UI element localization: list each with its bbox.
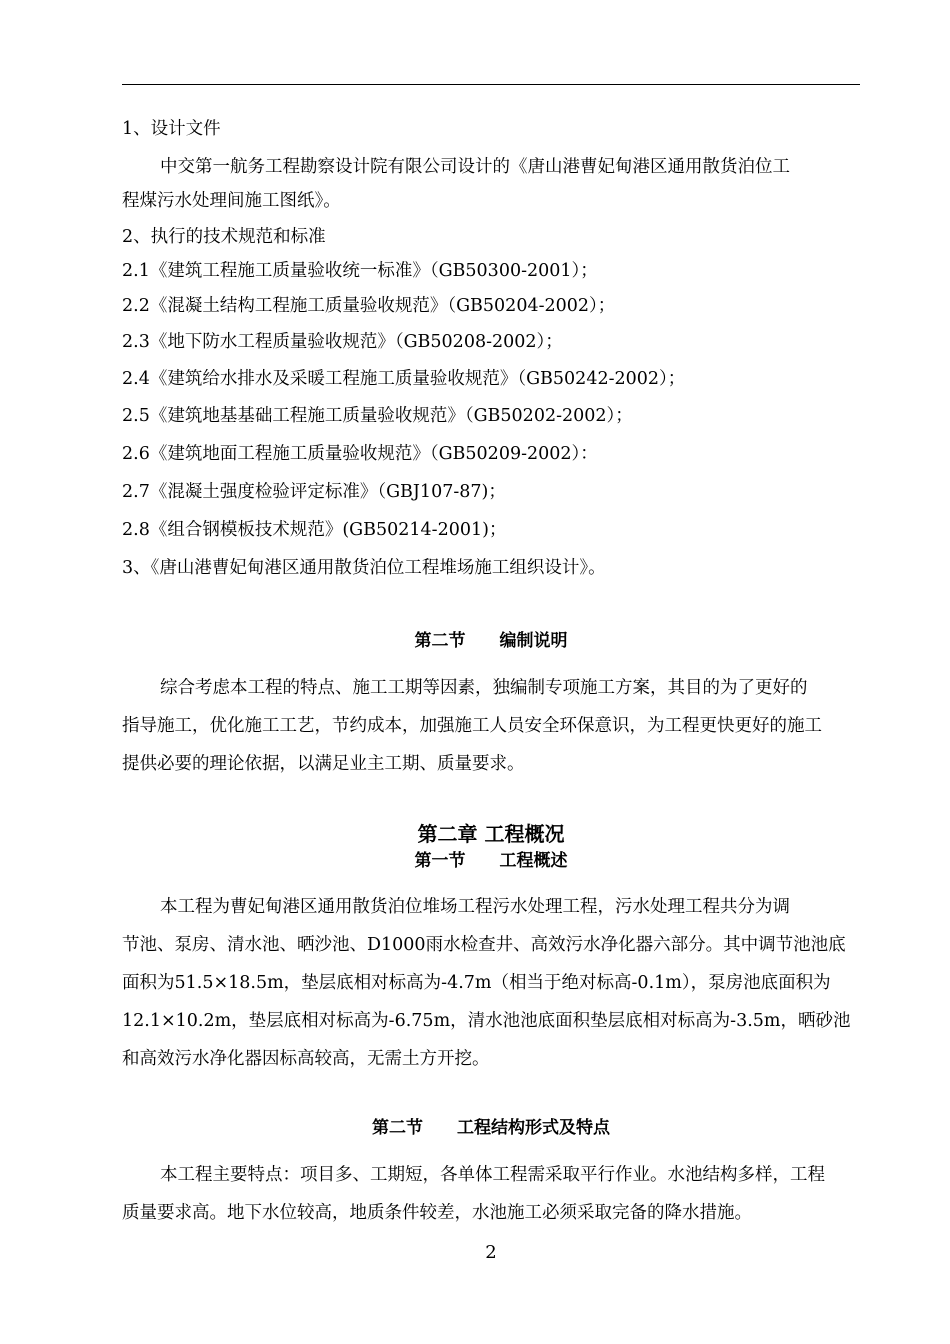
overview-para-line: 和高效污水净化器因标高较高，无需土方开挖。 xyxy=(122,1049,490,1069)
chapter-title: 第二章 工程概况 xyxy=(417,822,565,846)
standard-item: 2.8《组合钢模板技术规范》(GB50214-2001)； xyxy=(122,520,507,540)
structure-para-line: 本工程主要特点：项目多、工期短，各单体工程需采取平行作业。水池结构多样，工程 xyxy=(160,1165,825,1185)
section-heading-compile: 第二节 编制说明 xyxy=(414,631,568,651)
standard-item-3: 3、《唐山港曹妃甸港区通用散货泊位工程堆场施工组织设计》。 xyxy=(122,558,606,578)
design-files-title: 1、设计文件 xyxy=(122,119,221,139)
standard-item: 2.1《建筑工程施工质量验收统一标准》（GB50300-2001）； xyxy=(122,261,598,281)
design-files-para-line: 程煤污水处理间施工图纸》。 xyxy=(122,191,341,211)
compile-para-line: 提供必要的理论依据，以满足业主工期、质量要求。 xyxy=(122,754,525,774)
standards-title: 2、执行的技术规范和标准 xyxy=(122,227,326,247)
overview-para-line: 面积为51.5×18.5m，垫层底相对标高为-4.7m（相当于绝对标高-0.1m），泵房池底面积为 xyxy=(122,973,831,993)
section-heading-overview: 第一节 工程概述 xyxy=(414,851,568,871)
section-heading-structure: 第二节 工程结构形式及特点 xyxy=(372,1118,610,1138)
standard-item: 2.2《混凝土结构工程施工质量验收规范》（GB50204-2002）； xyxy=(122,296,616,316)
overview-para-line: 本工程为曹妃甸港区通用散货泊位堆场工程污水处理工程，污水处理工程共分为调 xyxy=(160,897,790,917)
compile-para-line: 综合考虑本工程的特点、施工工期等因素，独编制专项施工方案，其目的为了更好的 xyxy=(160,678,808,698)
design-files-para-line: 中交第一航务工程勘察设计院有限公司设计的《唐山港曹妃甸港区通用散货泊位工 xyxy=(160,157,790,177)
page-number: 2 xyxy=(485,1242,497,1263)
standard-item: 2.7《混凝土强度检验评定标准》（GBJ107-87)； xyxy=(122,482,506,502)
standard-item: 2.4《建筑给水排水及采暖工程施工质量验收规范》（GB50242-2002）； xyxy=(122,369,686,389)
standard-item: 2.6《建筑地面工程施工质量验收规范》（GB50209-2002）： xyxy=(122,444,598,464)
overview-para-line: 节池、泵房、清水池、晒沙池、D1000雨水检查井、高效污水净化器六部分。其中调节池池底 xyxy=(122,935,846,955)
standard-item: 2.3《地下防水工程质量验收规范》（GB50208-2002）； xyxy=(122,332,563,352)
structure-para-line: 质量要求高。地下水位较高，地质条件较差，水池施工必须采取完备的降水措施。 xyxy=(122,1203,752,1223)
header-rule xyxy=(122,84,860,85)
compile-para-line: 指导施工，优化施工工艺，节约成本，加强施工人员安全环保意识，为工程更快更好的施工 xyxy=(122,716,822,736)
overview-para-line: 12.1×10.2m，垫层底相对标高为-6.75m，清水池池底面积垫层底相对标高为-3.5m，晒砂池 xyxy=(122,1011,851,1031)
standard-item: 2.5《建筑地基基础工程施工质量验收规范》（GB50202-2002）； xyxy=(122,406,633,426)
